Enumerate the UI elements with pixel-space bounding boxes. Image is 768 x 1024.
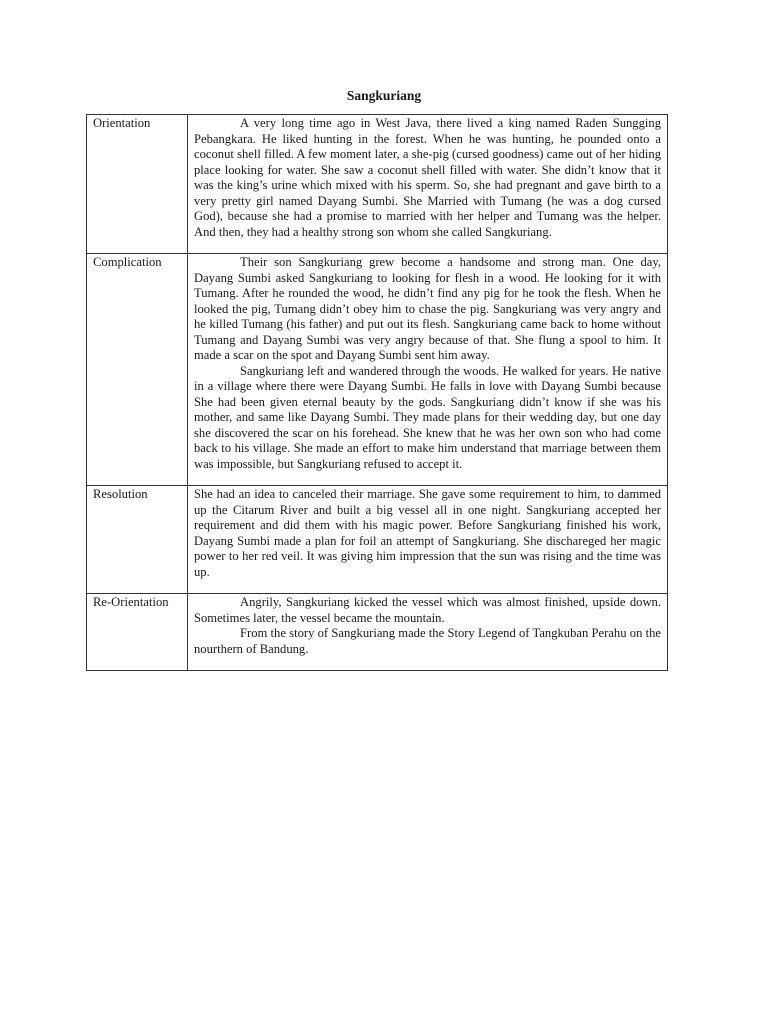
paragraph: Sangkuriang left and wandered through the woods. He walked for years. He native in a village where there were Dayang Sumbi. He falls in love with Dayang Sumbi because She had been given eternal beauty by the gods. Sangkuriang didn’t know if she was his mother, and same like Dayang Sumbi. They made plans for their wedding day, but one day she discovered the scar on his forehead. She knew that he was her own son who had come back to his village. She made an effort to make him understand that marriage between them was impossible, but Sangkuriang refused to accept it.	[194, 363, 661, 471]
paragraph: She had an idea to canceled their marriage. She gave some requirement to him, to dammed up the Citarum River and built a big vessel all in one night. Sangkuriang accepted her requirement and did them with his magic power. Before Sangkuriang finished his work, Dayang Sumbi made a plan for foil an attempt of Sangkuriang. She dischareged her magic power to her red veil. It was giving him impression that the sun was rising and the time was up.	[194, 487, 661, 579]
stage-label-resolution: Resolution	[87, 486, 188, 594]
stage-text-resolution	[188, 486, 668, 594]
paragraph: From the story of Sangkuriang made the Story Legend of Tangkuban Perahu on the nourthern of Bandung.	[194, 626, 661, 656]
stage-text-complication	[188, 254, 668, 486]
stage-text-orientation	[188, 115, 668, 254]
document-title: Sangkuriang	[346, 88, 422, 103]
stage-text-re-orientation	[188, 594, 668, 671]
table-row-re-orientation	[87, 594, 668, 671]
stage-label-orientation: Orientation	[87, 115, 188, 254]
table-row-complication	[87, 254, 668, 486]
paragraph: Angrily, Sangkuriang kicked the vessel which was almost finished, upside down. Sometimes later, the vessel became the mountain.	[194, 595, 661, 625]
stage-label-complication: Complication	[87, 254, 188, 486]
stage-label-re-orientation: Re-Orientation	[87, 594, 188, 671]
paragraph: A very long time ago in West Java, there lived a king named Raden Sungging Pebangkara. He liked hunting in the forest. When he was hunting, he pounded onto a coconut shell filled. A few moment later, a she-pig (cursed goodness) came out of her hiding place looking for water. She saw a coconut shell filled with water. She didn’t know that it was the king’s urine which mixed with his sperm. So, she had pregnant and gave birth to a very pretty girl named Dayang Sumbi. She Married with Tumang (he was a dog cursed God), because she had a promise to married with her helper and Tumang was the helper. And then, they had a healthy strong son whom she called Sangkuriang.	[194, 116, 661, 239]
paragraph: Their son Sangkuriang grew become a handsome and strong man. One day, Dayang Sumbi asked Sangkuriang to looking for flesh in a wood. He looking for it with Tumang. After he rounded the wood, he didn’t find any pig for he took the flesh. When he looked the pig, Tumang didn’t obey him to chase the pig. Sangkuriang was very angry and he killed Tumang (his father) and put out its flesh. Sangkuriang came back to home without Tumang and Dayang Sumbi was very angry because of that. She flung a spool to him. It made a scar on the spot and Dayang Sumbi sent him away.	[194, 255, 661, 362]
table-row-orientation	[87, 115, 668, 254]
table-row-resolution	[87, 486, 668, 594]
narrative-structure-table	[86, 114, 668, 671]
